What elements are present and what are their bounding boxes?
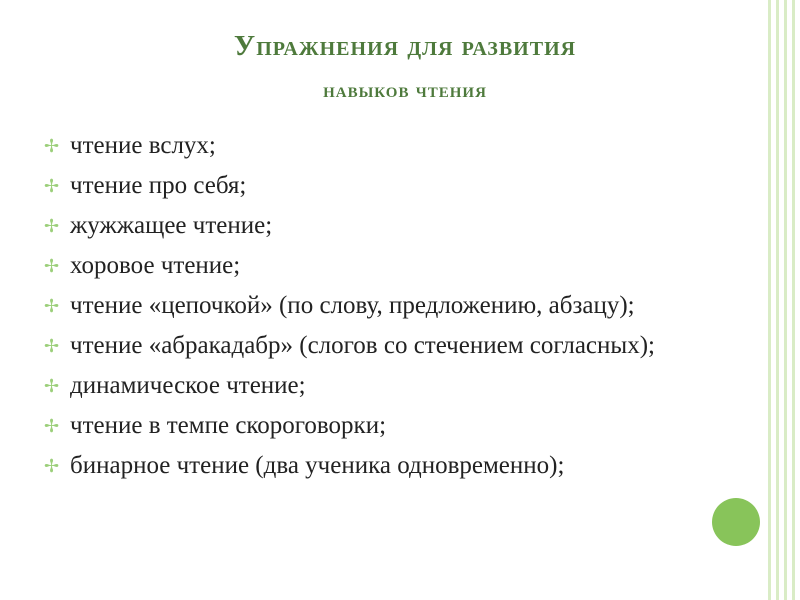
sparkle-icon: ✢ xyxy=(44,296,60,316)
bullet-text: чтение про себя; xyxy=(70,172,247,199)
sparkle-icon: ✢ xyxy=(44,416,60,436)
bullet-item xyxy=(44,170,744,202)
sparkle-icon: ✢ xyxy=(44,376,60,396)
bullet-item xyxy=(44,250,744,282)
decorative-stripe xyxy=(768,0,771,600)
sparkle-icon: ✢ xyxy=(44,136,60,156)
bullet-text: чтение «цепочкой» (по слову, предложению, абзацу); xyxy=(70,292,635,319)
decorative-circle xyxy=(712,498,760,546)
bullet-text: хоровое чтение; xyxy=(70,252,241,279)
decorative-stripe xyxy=(776,0,779,600)
sparkle-icon: ✢ xyxy=(44,456,60,476)
decorative-stripe xyxy=(784,0,787,600)
bullet-item xyxy=(44,290,744,322)
sparkle-icon: ✢ xyxy=(44,216,60,236)
bullet-item xyxy=(44,210,744,242)
bullet-text: бинарное чтение (два ученика одновременно); xyxy=(70,452,565,479)
bullet-text: чтение в темпе скороговорки; xyxy=(70,412,387,439)
bullet-text: чтение вслух; xyxy=(70,132,216,159)
sparkle-icon: ✢ xyxy=(44,336,60,356)
bullet-item xyxy=(44,330,744,362)
bullet-text: динамическое чтение; xyxy=(70,372,306,399)
bullet-list xyxy=(44,130,744,490)
slide-title-line-2: навыков чтения xyxy=(323,78,487,102)
bullet-text: чтение «абракадабр» (слогов со стечением согласных); xyxy=(70,332,655,359)
slide-title-line-1: Упражнения для развития xyxy=(233,30,577,62)
bullet-item xyxy=(44,410,744,442)
bullet-item xyxy=(44,370,744,402)
bullet-item xyxy=(44,450,744,482)
sparkle-icon: ✢ xyxy=(44,176,60,196)
bullet-item xyxy=(44,130,744,162)
bullet-text: жужжащее чтение; xyxy=(70,212,273,239)
sparkle-icon: ✢ xyxy=(44,256,60,276)
decorative-stripe xyxy=(792,0,795,600)
